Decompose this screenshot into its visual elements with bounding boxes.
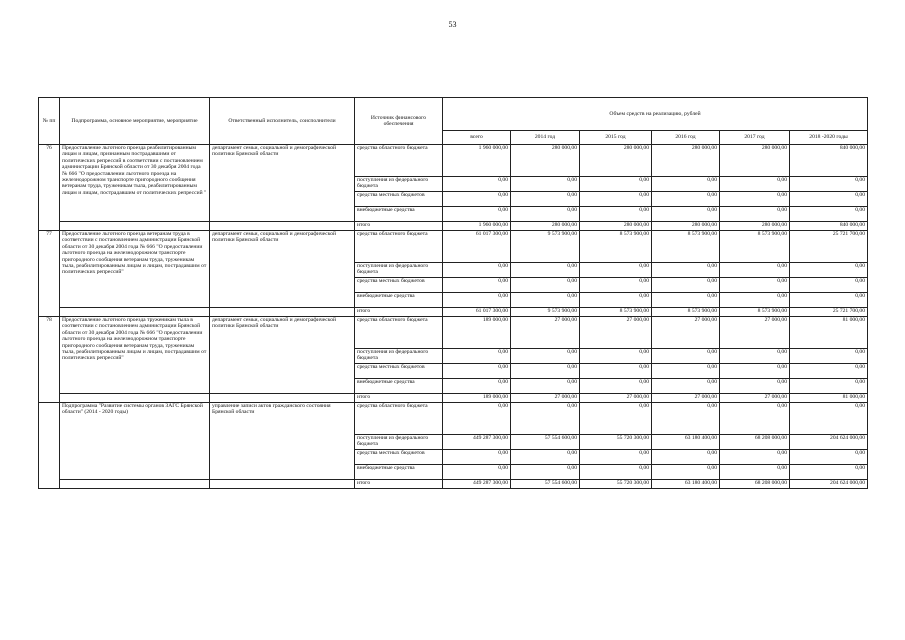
funding-source: внебюджетные средства [355, 465, 443, 480]
amount-cell: 0,00 [511, 207, 580, 222]
amount-cell: 280 000,00 [720, 222, 790, 231]
amount-cell: 449 287 300,00 [443, 480, 511, 489]
amount-cell: 0,00 [511, 177, 580, 192]
amount-cell: 840 000,00 [790, 222, 868, 231]
amount-cell: 1 960 000,00 [443, 145, 511, 177]
amount-cell: 27 000,00 [511, 317, 580, 349]
amount-cell: 8 573 900,00 [720, 231, 790, 263]
amount-cell: 8 573 900,00 [580, 308, 652, 317]
amount-cell: 68 208 000,00 [720, 480, 790, 489]
amount-cell: 9 573 900,00 [511, 231, 580, 263]
table-row [39, 231, 868, 263]
funding-source: поступления из федерального бюджета [355, 177, 443, 192]
table-row [39, 403, 868, 435]
amount-cell: 0,00 [720, 450, 790, 465]
empty-cell [210, 222, 355, 231]
amount-cell: 280 000,00 [511, 145, 580, 177]
amount-cell: 0,00 [790, 403, 868, 435]
amount-cell: 27 000,00 [580, 394, 652, 403]
row-executor: управление записи актов гражданского состояния Брянской области [210, 403, 355, 480]
amount-cell: 0,00 [652, 192, 720, 207]
amount-cell: 0,00 [790, 192, 868, 207]
amount-cell: 0,00 [652, 177, 720, 192]
header-year-2017: 2017 год [720, 131, 790, 145]
amount-cell: 0,00 [580, 349, 652, 364]
amount-cell: 0,00 [580, 177, 652, 192]
row-name: Предоставление льготного проезда ветеранам труда в соответствии с постановлением администрации Брянской области от 30 декабря 2004 года № 666 "О предоставлении льготного проезда на железнодорожном транспорте пригородного сообщения ветеранам труда, труженикам тыла, реабилитированным лицам и лицам, пострадавшим от политических репрессий" [60, 231, 210, 308]
amount-cell: 840 000,00 [790, 145, 868, 177]
amount-cell: 280 000,00 [580, 222, 652, 231]
header-year-2015: 2015 год [580, 131, 652, 145]
amount-cell: 0,00 [580, 450, 652, 465]
funding-source: средства местных бюджетов [355, 192, 443, 207]
amount-cell: 27 000,00 [652, 394, 720, 403]
amount-cell: 0,00 [511, 403, 580, 435]
amount-cell: 81 000,00 [790, 317, 868, 349]
amount-cell: 280 000,00 [652, 145, 720, 177]
funding-source: внебюджетные средства [355, 207, 443, 222]
funding-source: внебюджетные средства [355, 293, 443, 308]
amount-cell: 0,00 [790, 207, 868, 222]
empty-cell [60, 222, 210, 231]
amount-cell: 0,00 [580, 192, 652, 207]
amount-cell: 0,00 [443, 364, 511, 379]
amount-cell: 61 017 300,00 [443, 231, 511, 263]
amount-cell: 25 721 700,00 [790, 231, 868, 263]
amount-cell: 0,00 [652, 465, 720, 480]
amount-cell: 68 208 000,00 [720, 435, 790, 450]
amount-cell: 0,00 [720, 403, 790, 435]
amount-cell: 0,00 [443, 293, 511, 308]
amount-cell: 8 573 900,00 [580, 231, 652, 263]
empty-cell [60, 394, 210, 403]
amount-cell: 63 180 400,00 [652, 480, 720, 489]
header-number: № пп [39, 98, 60, 145]
amount-cell: 0,00 [443, 263, 511, 278]
amount-cell: 25 721 700,00 [790, 308, 868, 317]
funding-source: средства областного бюджета [355, 145, 443, 177]
funding-source: поступления из федерального бюджета [355, 349, 443, 364]
amount-cell: 0,00 [511, 379, 580, 394]
row-number [39, 403, 60, 489]
amount-cell: 0,00 [790, 177, 868, 192]
amount-cell: 27 000,00 [580, 317, 652, 349]
table-row-total [39, 394, 868, 403]
amount-cell: 27 000,00 [720, 317, 790, 349]
amount-cell: 0,00 [652, 207, 720, 222]
empty-cell [210, 394, 355, 403]
funding-source: средства областного бюджета [355, 403, 443, 435]
amount-cell: 0,00 [790, 263, 868, 278]
amount-cell: 0,00 [720, 465, 790, 480]
amount-cell: 0,00 [511, 263, 580, 278]
funding-source: внебюджетные средства [355, 379, 443, 394]
amount-cell: 0,00 [580, 403, 652, 435]
funding-source: средства областного бюджета [355, 317, 443, 349]
funding-source: средства местных бюджетов [355, 364, 443, 379]
row-executor: департамент семьи, социальной и демографической политики Брянской области [210, 317, 355, 394]
amount-cell: 1 960 000,00 [443, 222, 511, 231]
table-row-total [39, 222, 868, 231]
amount-cell: 0,00 [790, 349, 868, 364]
header-source: Источник финансового обеспечения [355, 98, 443, 145]
amount-cell: 0,00 [580, 278, 652, 293]
header-volume: Объем средств на реализацию, рублей [443, 98, 868, 131]
amount-cell: 189 000,00 [443, 317, 511, 349]
amount-cell: 204 624 000,00 [790, 435, 868, 450]
amount-cell: 0,00 [790, 465, 868, 480]
amount-cell: 63 180 400,00 [652, 435, 720, 450]
funding-source: поступления из федерального бюджета [355, 263, 443, 278]
row-executor: департамент семьи, социальной и демографической политики Брянской области [210, 145, 355, 222]
amount-cell: 0,00 [652, 349, 720, 364]
funding-source: итого [355, 308, 443, 317]
row-number: 78 [39, 317, 60, 403]
header-executor: Ответственный исполнитель, соисполнители [210, 98, 355, 145]
amount-cell: 0,00 [511, 349, 580, 364]
amount-cell: 0,00 [511, 364, 580, 379]
amount-cell: 61 017 300,00 [443, 308, 511, 317]
header-year-2014: 2014 год [511, 131, 580, 145]
amount-cell: 81 000,00 [790, 394, 868, 403]
amount-cell: 0,00 [580, 364, 652, 379]
funding-source: средства областного бюджета [355, 231, 443, 263]
amount-cell: 449 287 300,00 [443, 435, 511, 450]
amount-cell: 0,00 [652, 364, 720, 379]
row-name: Предоставление льготного проезда труженикам тыла в соответствии с постановлением администрации Брянской области от 30 декабря 2004 года № 666 "О предоставлении льготного проезда на железнодорожном транспорте пригородного сообщения ветеранам труда, труженикам тыла, реабилитированным лицам и лицам, пострадавшим от политических репрессий" [60, 317, 210, 394]
amount-cell: 0,00 [720, 379, 790, 394]
amount-cell: 0,00 [652, 403, 720, 435]
row-name: Подпрограмма "Развитие системы органов ЗАГС Брянской области" (2014 - 2020 годы) [60, 403, 210, 480]
amount-cell: 0,00 [652, 293, 720, 308]
funding-source: итого [355, 480, 443, 489]
amount-cell: 0,00 [443, 192, 511, 207]
amount-cell: 0,00 [720, 293, 790, 308]
funding-source: средства местных бюджетов [355, 450, 443, 465]
amount-cell: 27 000,00 [652, 317, 720, 349]
empty-cell [210, 480, 355, 489]
amount-cell: 0,00 [580, 293, 652, 308]
empty-cell [60, 308, 210, 317]
amount-cell: 0,00 [443, 450, 511, 465]
amount-cell: 0,00 [720, 192, 790, 207]
amount-cell: 0,00 [443, 403, 511, 435]
amount-cell: 0,00 [652, 450, 720, 465]
amount-cell: 0,00 [790, 379, 868, 394]
amount-cell: 0,00 [720, 364, 790, 379]
amount-cell: 0,00 [443, 349, 511, 364]
amount-cell: 0,00 [580, 379, 652, 394]
amount-cell: 9 573 900,00 [511, 308, 580, 317]
header-name: Подпрограмма, основное мероприятие, мероприятие [60, 98, 210, 145]
empty-cell [60, 480, 210, 489]
header-year-total: всего [443, 131, 511, 145]
amount-cell: 0,00 [443, 278, 511, 293]
amount-cell: 0,00 [443, 379, 511, 394]
amount-cell: 0,00 [511, 278, 580, 293]
amount-cell: 0,00 [511, 465, 580, 480]
amount-cell: 0,00 [443, 465, 511, 480]
amount-cell: 0,00 [580, 263, 652, 278]
row-executor: департамент семьи, социальной и демографической политики Брянской области [210, 231, 355, 308]
funding-source: поступления из федерального бюджета [355, 435, 443, 450]
table-row [39, 317, 868, 349]
row-number: 77 [39, 231, 60, 317]
amount-cell: 55 720 300,00 [580, 480, 652, 489]
table-row-total [39, 308, 868, 317]
amount-cell: 0,00 [511, 293, 580, 308]
amount-cell: 0,00 [720, 177, 790, 192]
amount-cell: 280 000,00 [720, 145, 790, 177]
table-body [39, 145, 868, 489]
amount-cell: 57 554 600,00 [511, 480, 580, 489]
amount-cell: 204 624 000,00 [790, 480, 868, 489]
page-number: 53 [448, 20, 457, 29]
amount-cell: 189 000,00 [443, 394, 511, 403]
row-name: Предоставление льготного проезда реабилитированным лицам и лицам, признанным пострадавшими от политических репрессий в соответствии с постановлением администрации Брянской области от 30 декабря 2004 года № 666 "О предоставлении льготного проезда на железнодорожном транспорте пригородного сообщения ветеранам труда, труженикам тыла, реабилитированным лицам и лицам, пострадавшим от политических репрессий " [60, 145, 210, 222]
amount-cell: 0,00 [790, 278, 868, 293]
amount-cell: 27 000,00 [511, 394, 580, 403]
amount-cell: 0,00 [580, 465, 652, 480]
amount-cell: 0,00 [720, 278, 790, 293]
amount-cell: 0,00 [580, 207, 652, 222]
funding-source: итого [355, 394, 443, 403]
amount-cell: 8 573 900,00 [652, 231, 720, 263]
amount-cell: 0,00 [720, 349, 790, 364]
amount-cell: 0,00 [511, 192, 580, 207]
amount-cell: 8 573 900,00 [652, 308, 720, 317]
row-number: 76 [39, 145, 60, 231]
amount-cell: 0,00 [511, 450, 580, 465]
table-row-total [39, 480, 868, 489]
amount-cell: 57 554 600,00 [511, 435, 580, 450]
funding-source: средства местных бюджетов [355, 278, 443, 293]
amount-cell: 0,00 [790, 293, 868, 308]
table-row [39, 145, 868, 177]
header-year-2016: 2016 год [652, 131, 720, 145]
amount-cell: 0,00 [443, 177, 511, 192]
amount-cell: 0,00 [652, 278, 720, 293]
header-year-2018-2020: 2018 -2020 годы [790, 131, 868, 145]
amount-cell: 8 573 900,00 [720, 308, 790, 317]
amount-cell: 280 000,00 [580, 145, 652, 177]
amount-cell: 280 000,00 [652, 222, 720, 231]
funding-source: итого [355, 222, 443, 231]
amount-cell: 0,00 [652, 263, 720, 278]
amount-cell: 27 000,00 [720, 394, 790, 403]
amount-cell: 0,00 [720, 263, 790, 278]
amount-cell: 280 000,00 [511, 222, 580, 231]
amount-cell: 0,00 [652, 379, 720, 394]
empty-cell [210, 308, 355, 317]
amount-cell: 55 720 300,00 [580, 435, 652, 450]
amount-cell: 0,00 [443, 207, 511, 222]
amount-cell: 0,00 [720, 207, 790, 222]
amount-cell: 0,00 [790, 450, 868, 465]
budget-table [38, 97, 868, 489]
amount-cell: 0,00 [790, 364, 868, 379]
